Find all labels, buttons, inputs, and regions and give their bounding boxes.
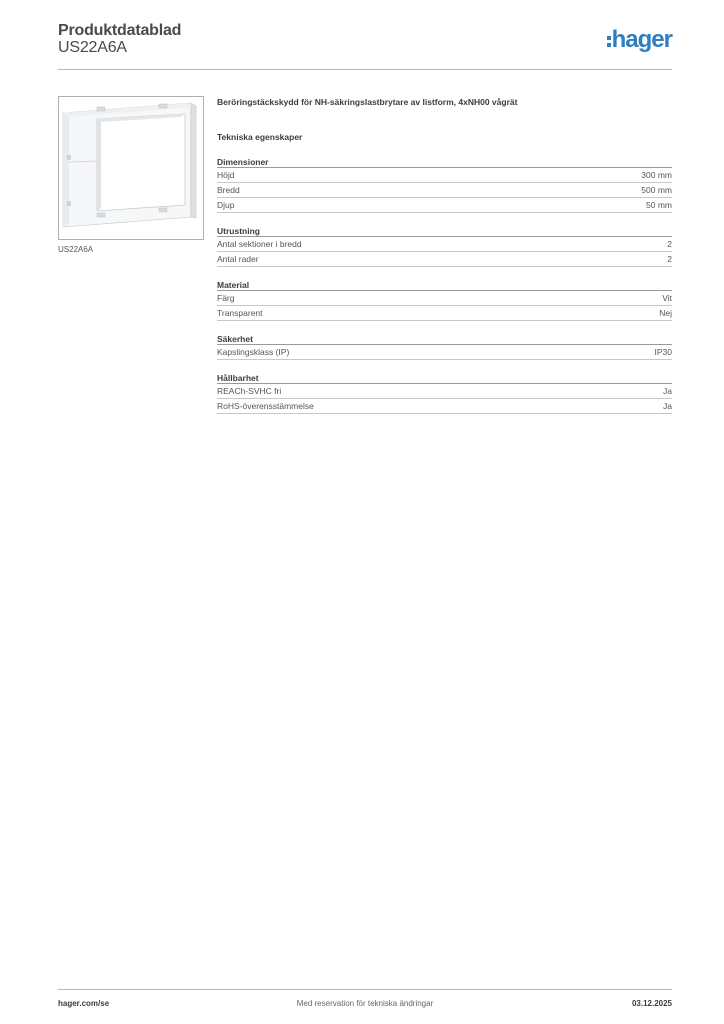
- spec-label: Djup: [217, 200, 235, 210]
- spec-label: Färg: [217, 293, 235, 303]
- spec-value: 2: [667, 254, 672, 264]
- spec-value: Vit: [662, 293, 672, 303]
- spec-value: 2: [667, 239, 672, 249]
- spec-value: 300 mm: [641, 170, 672, 180]
- spec-row: [217, 291, 672, 306]
- spec-label: REACh-SVHC fri: [217, 386, 282, 396]
- hager-logo: [607, 28, 672, 52]
- spec-row: [217, 384, 672, 399]
- section-dimensions: [217, 156, 672, 213]
- cover-panel-illustration: [59, 97, 203, 239]
- spec-label: Kapslingsklass (IP): [217, 347, 290, 357]
- spec-row: [217, 306, 672, 321]
- section-title: Hållbarhet: [217, 372, 672, 384]
- spec-label: RoHS-överensstämmelse: [217, 401, 314, 411]
- page-header: [58, 22, 672, 70]
- section-title: Material: [217, 279, 672, 291]
- spec-label: Antal rader: [217, 254, 259, 264]
- document-title: Produktdatablad: [58, 22, 182, 39]
- section-title: Säkerhet: [217, 333, 672, 345]
- specifications: [217, 96, 672, 414]
- product-image: [58, 96, 204, 240]
- spec-label: Transparent: [217, 308, 263, 318]
- spec-row: [217, 345, 672, 360]
- spec-row: [217, 237, 672, 252]
- spec-value: Nej: [659, 308, 672, 318]
- section-equipment: [217, 225, 672, 267]
- spec-label: Höjd: [217, 170, 235, 180]
- spec-value: Ja: [663, 401, 672, 411]
- spec-row: [217, 198, 672, 213]
- logo-dots-icon: [607, 36, 611, 47]
- spec-value: IP30: [654, 347, 672, 357]
- logo-text: hager: [611, 26, 672, 53]
- section-material: [217, 279, 672, 321]
- spec-value: 50 mm: [646, 200, 672, 210]
- section-sustainability: [217, 372, 672, 414]
- section-title: Dimensioner: [217, 156, 672, 168]
- tech-heading: Tekniska egenskaper: [217, 132, 303, 142]
- spec-label: Antal sektioner i bredd: [217, 239, 302, 249]
- footer-disclaimer: Med reservation för tekniska ändringar: [296, 999, 434, 1008]
- spec-row: [217, 399, 672, 414]
- footer-website: hager.com/se: [58, 999, 110, 1008]
- spec-value: Ja: [663, 386, 672, 396]
- spec-row: [217, 183, 672, 198]
- spec-value: 500 mm: [641, 185, 672, 195]
- footer-date: 03.12.2025: [631, 999, 672, 1008]
- spec-label: Bredd: [217, 185, 240, 195]
- product-code: US22A6A: [58, 39, 127, 56]
- page-footer: [58, 989, 672, 1013]
- spec-row: [217, 168, 672, 183]
- spec-row: [217, 252, 672, 267]
- section-safety: [217, 333, 672, 360]
- image-caption: US22A6A: [58, 245, 94, 254]
- section-title: Utrustning: [217, 225, 672, 237]
- product-description: Beröringstäckskydd för NH-säkringslastbrytare av listform, 4xNH00 vågrät: [217, 97, 518, 107]
